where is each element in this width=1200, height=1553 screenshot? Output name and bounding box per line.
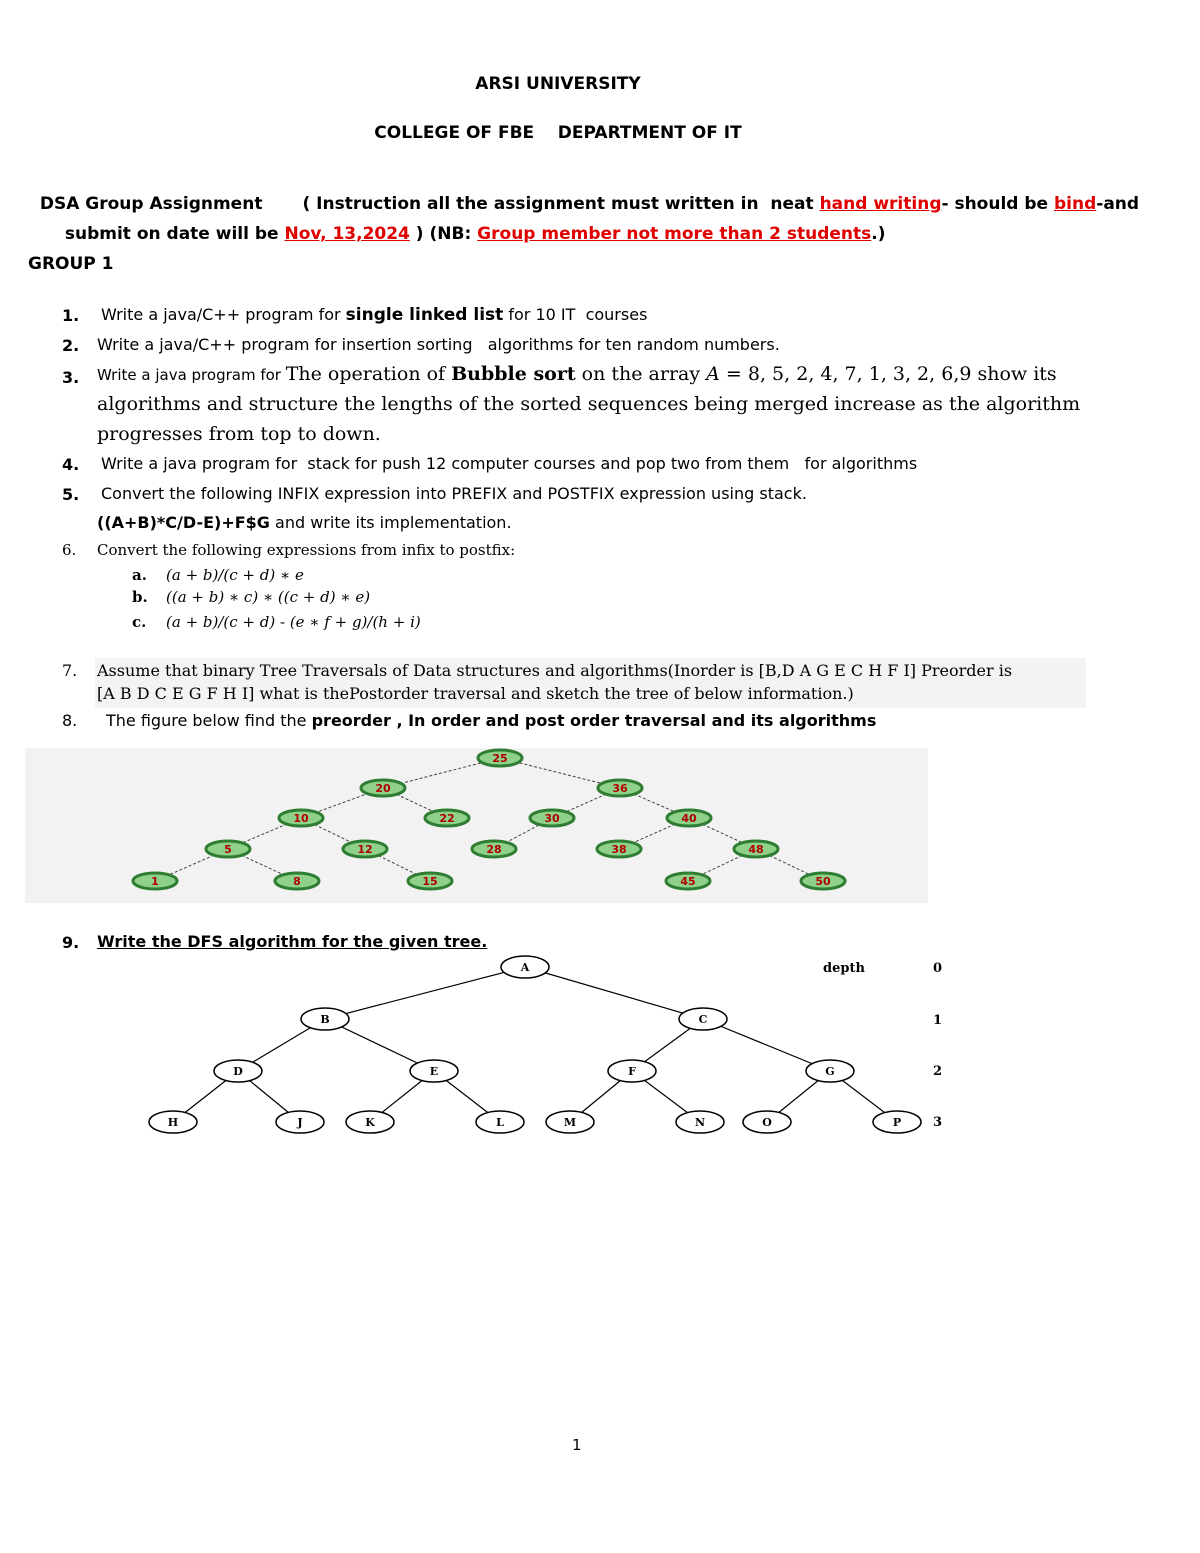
hand-writing-highlight: hand writing [819, 194, 942, 214]
q5-expression-line [97, 513, 512, 532]
assignment-intro-line2 [53, 204, 886, 244]
bind-highlight: bind [1054, 194, 1097, 214]
q3-text-b: The operation of [285, 363, 452, 385]
depth-label: depth [823, 961, 865, 976]
q4-number: 4. [62, 455, 80, 474]
dfs-node-label: K [365, 1116, 375, 1129]
q5-tail: and write its implementation. [269, 513, 512, 532]
depth-3: 3 [933, 1115, 943, 1130]
dfs-node-label: D [233, 1065, 243, 1078]
bst-node-label: 20 [375, 782, 391, 795]
assignment-title: DSA Group Assignment [39, 194, 263, 214]
bst-node-label: 48 [748, 843, 764, 856]
q1-number: 1. [62, 306, 80, 325]
dfs-node-label: P [892, 1116, 902, 1129]
q1-text [101, 305, 647, 325]
bst-node-label: 22 [439, 812, 455, 825]
instruction-text-3: -and [1096, 194, 1140, 214]
page-number: 1 [572, 1436, 582, 1454]
dfs-node-label: C [698, 1013, 708, 1026]
q6-item-a-expr: (a + b)/(c + d) ∗ e [166, 566, 304, 584]
q6-text: Convert the following expressions from infix to postfix: [97, 541, 516, 559]
q8-number: 8. [62, 711, 78, 730]
dfs-node-label: G [825, 1065, 835, 1078]
q3-text-c: on the array [575, 363, 707, 385]
due-date: Nov, 13,2024 [284, 224, 410, 244]
bst-node-label: 5 [224, 843, 232, 856]
bst-node-label: 12 [357, 843, 373, 856]
bst-node-label: 30 [544, 812, 560, 825]
q7-line2: [A B D C E G F H I] what is thePostorder traversal and sketch the tree of below information.) [97, 684, 854, 703]
depth-2: 2 [933, 1064, 943, 1079]
q9-text: Write the DFS algorithm for the given tree. [97, 932, 488, 951]
q4-text: Write a java program for stack for push 12 computer courses and pop two from them for algorithms [101, 454, 918, 473]
q6-number: 6. [62, 541, 77, 559]
q3-text-a: Write a java program for [97, 366, 286, 384]
bst-node-label: 45 [680, 875, 696, 888]
q8-text [106, 711, 876, 730]
dfs-node-label: A [520, 961, 530, 974]
q5-text: Convert the following INFIX expression into PREFIX and POSTFIX expression using stack. [101, 484, 807, 503]
college-department: COLLEGE OF FBE DEPARTMENT OF IT [374, 123, 742, 143]
dfs-node-label: J [297, 1116, 303, 1129]
q6-item-c-expr: (a + b)/(c + d) - (e ∗ f + g)/(h + i) [166, 613, 421, 631]
bst-node-label: 10 [293, 812, 309, 825]
submit-text: submit on date will be [64, 224, 285, 244]
q1-text-a: Write a java/C++ program for [101, 305, 346, 324]
q7-number: 7. [62, 661, 78, 680]
dfs-node-label: F [628, 1065, 636, 1078]
group-heading: GROUP 1 [28, 254, 114, 274]
q7-line1: Assume that binary Tree Traversals of Data structures and algorithms(Inorder is [B,D A G E C H F I] Preorder is [97, 661, 1013, 680]
q6-item-b-expr: ((a + b) ∗ c) ∗ ((c + d) ∗ e) [166, 588, 371, 606]
bst-node-label: 40 [681, 812, 697, 825]
dfs-node-label: N [694, 1116, 706, 1129]
q6-item-a-label: a. [132, 566, 147, 584]
q8-bold: preorder , In order and post order traversal and its algorithms [311, 711, 877, 730]
dfs-nodes [149, 956, 921, 1133]
dfs-node-label: L [496, 1116, 504, 1129]
q1-text-b: for 10 IT courses [503, 305, 648, 324]
dfs-edge [525, 967, 703, 1019]
q3-line3: progresses from top to down. [97, 423, 381, 445]
q3-var: A [706, 363, 720, 385]
bst-node-label: 38 [611, 843, 627, 856]
university-title: ARSI UNIVERSITY [475, 74, 641, 94]
q3-bold: Bubble sort [451, 363, 576, 385]
nb-text: ) (NB: [409, 224, 478, 244]
q6-item-c-label: c. [132, 613, 147, 631]
q8-text-a: The figure below find the [106, 711, 312, 730]
dfs-edge [325, 967, 525, 1019]
bst-figure [25, 748, 928, 903]
dfs-node-label: E [429, 1065, 439, 1078]
dfs-node-label: H [167, 1116, 179, 1129]
q6-item-b-label: b. [132, 588, 148, 606]
bst-node-label: 50 [815, 875, 831, 888]
dfs-node-label: M [563, 1116, 577, 1129]
dfs-node-label: B [320, 1013, 330, 1026]
instruction-text-2: - should be [941, 194, 1054, 214]
bst-node-label: 8 [293, 875, 301, 888]
q3-line1 [97, 363, 1057, 385]
group-note: Group member not more than 2 students [477, 224, 872, 244]
q5-number: 5. [62, 485, 80, 504]
depth-1: 1 [933, 1013, 943, 1028]
q2-text: Write a java/C++ program for insertion sorting algorithms for ten random numbers. [97, 335, 780, 354]
dfs-edge [703, 1019, 830, 1071]
bst-node-label: 1 [151, 875, 159, 888]
q5-expression: ((A+B)*C/D-E)+F$G [97, 513, 270, 532]
depth-0: 0 [933, 961, 943, 976]
dfs-node-label: O [762, 1116, 772, 1129]
q3-number: 3. [62, 368, 80, 387]
q2-number: 2. [62, 336, 80, 355]
bst-node-label: 28 [486, 843, 502, 856]
bst-node-label: 15 [422, 875, 438, 888]
dfs-edges [173, 967, 897, 1122]
q3-line2: algorithms and structure the lengths of the sorted sequences being merged increase as the algorithm [97, 393, 1081, 415]
instruction-text: ( Instruction all the assignment must written in neat [302, 194, 820, 214]
nb-close: .) [871, 224, 886, 244]
q9-number: 9. [62, 933, 80, 952]
bst-node-label: 36 [612, 782, 628, 795]
dfs-tree-figure [140, 952, 960, 1137]
q3-text-d: = 8, 5, 2, 4, 7, 1, 3, 2, 6,9 show its [719, 363, 1057, 385]
bst-node-label: 25 [492, 752, 508, 765]
q1-bold: single linked list [345, 305, 504, 325]
